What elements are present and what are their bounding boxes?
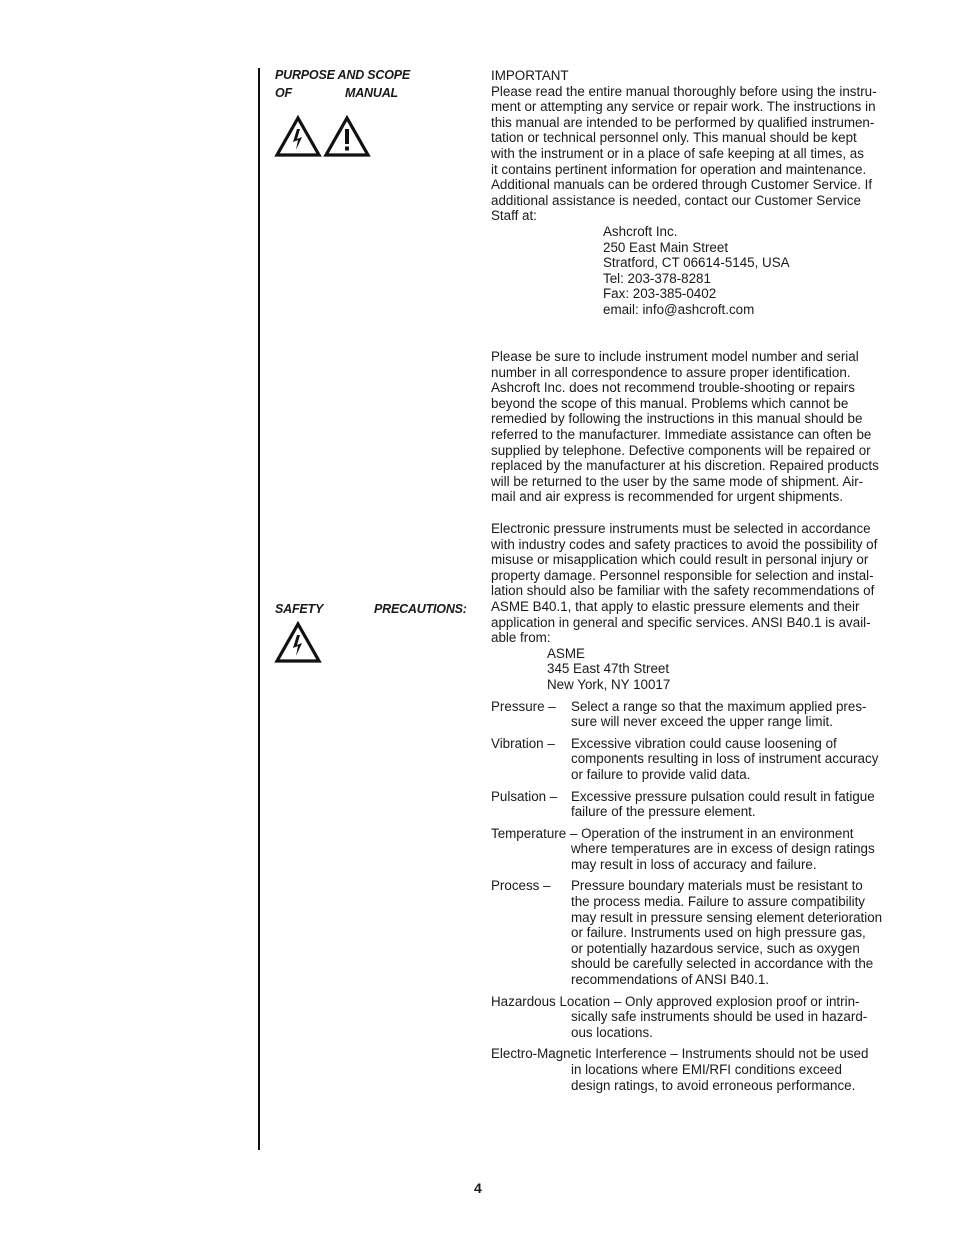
safety-section [491,521,901,1093]
text-line: or failure. Instruments used on high pressure gas, [571,925,866,941]
important-section [491,68,901,318]
text-line: Only approved explosion proof or intrin- [625,993,860,1009]
hazard-label: Pulsation – [491,788,558,804]
text-line: number in all correspondence to assure proper identification. [491,364,851,380]
hazard-item-vibration [491,736,901,783]
text-line: or failure to provide valid data. [571,766,751,782]
text-line: failure of the pressure element. [571,804,756,820]
text-line: mail and air express is recommended for urgent shipments. [491,489,844,505]
hazard-first-line [491,1046,901,1062]
text-line: remedied by following the instructions in this manual should be [491,411,863,427]
hazard-label: Pressure – [491,698,556,714]
text-line: supplied by telephone. Defective components will be repaired or [491,442,871,458]
text-line: lation should also be familiar with the safety recommendations of [491,583,875,599]
important-text [491,84,901,224]
hazard-first-line [491,826,901,842]
text-line: in locations where EMI/RFI conditions exceed [571,1062,842,1077]
electrical-hazard-icon [274,621,322,664]
text-line: beyond the scope of this manual. Problems which cannot be [491,395,849,411]
text-line: ment or attempting any service or repair work. The instructions in [491,99,876,115]
text-line: Ashcroft Inc. does not recommend trouble-shooting or repairs [491,380,855,396]
text-line: this manual are intended to be performed by qualified instrumen- [491,114,875,130]
important-heading: IMPORTANT [491,68,569,83]
text-line: sure will never exceed the upper range limit. [571,714,833,730]
text-line: Staff at: [491,208,537,224]
hazard-label: Electro-Magnetic Interference – [491,1046,678,1062]
hazard-item-hazardous-location [491,994,901,1041]
address-line: 345 East 47th Street [547,661,670,677]
asme-address [491,646,901,693]
text-line: may result in loss of accuracy and failure. [571,856,817,872]
text-line: should be carefully selected in accordance with the [571,956,874,972]
text-line: application in general and specific services. ANSI B40.1 is avail- [491,614,871,630]
safety-heading-safety: SAFETY [275,602,324,616]
hazard-item-emi [491,1046,901,1093]
text-line: ous locations. [571,1024,653,1040]
hazard-label: Hazardous Location – [491,993,622,1009]
text-line: replaced by the manufacturer at his discretion. Repaired products [491,458,879,474]
page-number: 4 [474,1180,482,1196]
text-line: Select a range so that the maximum applied pres- [571,698,867,714]
text-line: will be returned to the user by the same mode of shipment. Air- [491,473,864,489]
text-line: components resulting in loss of instrument accuracy [571,751,879,767]
hazard-label: Process – [491,878,551,894]
text-line: Instruments should not be used [681,1046,869,1062]
text-line: recommendations of ANSI B40.1. [571,972,769,988]
text-line: Pressure boundary materials must be resistant to [571,878,863,894]
correspondence-section [491,349,901,505]
text-line: misuse or misapplication which could result in personal injury or [491,552,869,568]
text-line: it contains pertinent information for operation and maintenance. [491,161,867,177]
address-line: Fax: 203-385-0402 [603,286,717,302]
address-line: Ashcroft Inc. [603,223,678,239]
safety-heading-precautions: PRECAUTIONS: [374,602,467,616]
hazard-first-line [491,994,901,1010]
address-line: New York, NY 10017 [547,676,671,692]
hazard-item-process [491,878,901,987]
text-line: Additional manuals can be ordered through Customer Service. If [491,177,873,193]
purpose-heading-of: OF [275,86,292,100]
text-line: may result in pressure sensing element deterioration [571,909,883,925]
text-line: referred to the manufacturer. Immediate assistance can often be [491,426,872,442]
company-address [491,224,901,318]
vertical-rule [258,68,260,1150]
text-line: additional assistance is needed, contact our Customer Service [491,192,861,208]
electrical-hazard-icon [274,115,322,158]
address-line: email: info@ashcroft.com [603,301,755,317]
text-line: the process media. Failure to assure compatibility [571,894,865,910]
purpose-heading-line1: PURPOSE AND SCOPE [275,68,411,82]
address-line: 250 East Main Street [603,239,729,255]
text-line: design ratings, to avoid erroneous performance. [571,1077,856,1093]
hazard-label: Temperature – [491,825,578,841]
text-line: or potentially hazardous service, such as oxygen [571,940,860,956]
text-line: Electronic pressure instruments must be selected in accordance [491,521,871,536]
text-line: sically safe instruments should be used in hazard- [571,1009,868,1025]
hazard-item-pressure [491,699,901,730]
address-line: Tel: 203-378-8281 [603,270,711,286]
text-line: Please be sure to include instrument model number and serial [491,349,859,364]
text-line: with industry codes and safety practices to avoid the possibility of [491,536,878,552]
purpose-heading-manual: MANUAL [345,86,398,100]
text-line: Excessive pressure pulsation could result in fatigue [571,788,875,804]
warning-exclamation-icon [323,115,371,158]
text-line: Operation of the instrument in an environment [581,825,854,841]
text-line: Please read the entire manual thoroughly before using the instru- [491,83,877,99]
text-line: with the instrument or in a place of safe keeping at all times, as [491,145,864,161]
address-line: ASME [547,645,585,661]
text-line: Excessive vibration could cause loosening of [571,735,837,751]
text-line: ASME B40.1, that apply to elastic pressure elements and their [491,598,860,614]
hazard-item-pulsation [491,789,901,820]
text-line: tation or technical personnel only. This manual should be kept [491,130,857,146]
hazard-label: Vibration – [491,735,555,751]
text-line: property damage. Personnel responsible for selection and instal- [491,567,874,583]
hazard-item-temperature [491,826,901,873]
text-line: able from: [491,630,551,646]
text-line: where temperatures are in excess of design ratings [571,841,875,857]
address-line: Stratford, CT 06614-5145, USA [603,255,790,271]
